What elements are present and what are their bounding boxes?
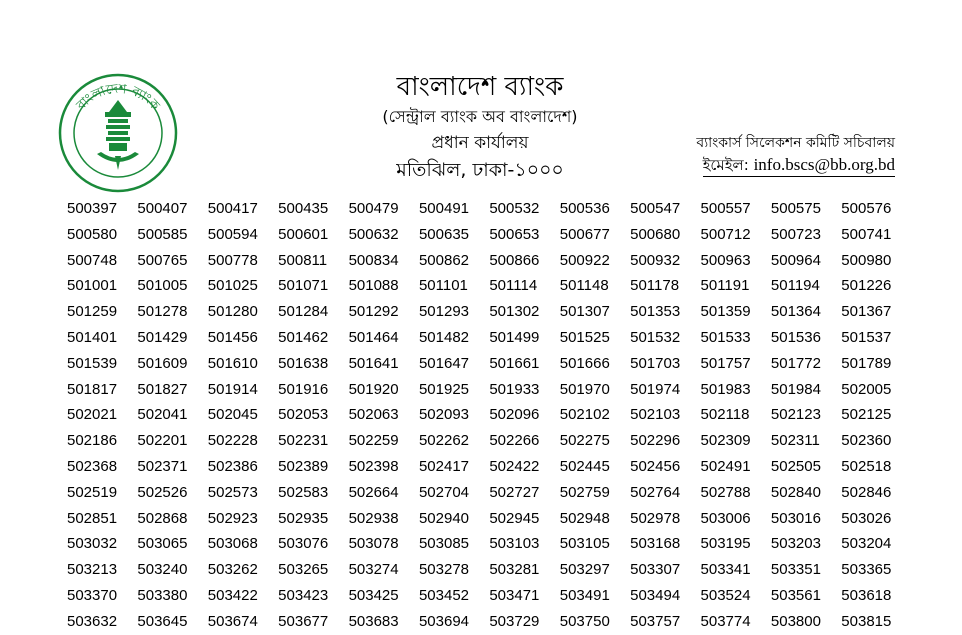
roll-number-cell: 501933 (489, 380, 540, 398)
roll-number-cell: 501429 (137, 328, 188, 346)
roll-number-cell: 500932 (630, 251, 681, 269)
roll-number-cell: 503274 (348, 561, 399, 579)
roll-number-cell: 500680 (630, 225, 681, 243)
roll-number-cell: 503618 (841, 586, 892, 604)
roll-number-cell: 502417 (418, 457, 470, 475)
roll-number-cell: 500834 (348, 251, 399, 269)
roll-number-cell: 502389 (278, 457, 329, 475)
roll-number-cell: 501178 (630, 277, 680, 295)
roll-number-cell: 503774 (700, 612, 751, 630)
roll-number-cell: 501703 (630, 354, 681, 372)
roll-number-cell: 501364 (770, 303, 821, 321)
committee-block (696, 132, 895, 177)
roll-number-cell: 502360 (841, 432, 892, 450)
roll-number-cell: 501983 (700, 380, 751, 398)
roll-number-cell: 501456 (207, 328, 258, 346)
roll-number-cell: 500575 (770, 200, 821, 217)
roll-number-cell: 501925 (418, 380, 470, 398)
roll-number-cell: 502259 (348, 432, 399, 450)
roll-number-cell: 501537 (841, 328, 892, 346)
roll-number-cell: 501353 (630, 303, 681, 321)
roll-number-cell: 500594 (207, 225, 258, 243)
roll-number-cell: 503645 (137, 612, 188, 630)
roll-number-cell: 503065 (137, 535, 188, 553)
roll-number-cell: 501641 (348, 354, 399, 372)
roll-number-cell: 503757 (630, 612, 681, 630)
roll-number-cell: 501464 (348, 328, 399, 346)
roll-number-cell: 501284 (278, 303, 329, 321)
roll-number-cell: 501539 (67, 354, 118, 372)
roll-number-cell: 502368 (67, 457, 118, 475)
roll-number-cell: 501789 (841, 354, 892, 372)
roll-number-cell: 502309 (700, 432, 751, 450)
roll-number-cell: 501293 (418, 303, 470, 321)
roll-number-cell: 502940 (418, 509, 470, 527)
roll-number-cell: 503195 (700, 535, 751, 553)
roll-number-cell: 500862 (418, 251, 470, 269)
roll-number-cell: 500580 (67, 225, 118, 243)
roll-number-cell: 503105 (559, 535, 610, 553)
roll-number-cell: 502041 (137, 406, 188, 424)
roll-number-cell: 501194 (770, 277, 820, 295)
roll-number-cell: 501772 (770, 354, 821, 372)
roll-number-cell: 501359 (700, 303, 751, 321)
roll-number-cell: 503281 (489, 561, 540, 579)
roll-number-cell: 502518 (841, 457, 892, 475)
roll-number-cell: 500536 (559, 200, 610, 217)
roll-number-cell: 502228 (207, 432, 258, 450)
roll-number-cell: 503076 (278, 535, 329, 553)
roll-number-cell: 502093 (418, 406, 470, 424)
roll-number-cell: 501191 (700, 277, 750, 295)
roll-number-cell: 503365 (841, 561, 892, 579)
roll-number-cell: 501916 (278, 380, 329, 398)
roll-number-cell: 500778 (207, 251, 258, 269)
roll-number-cell: 501533 (700, 328, 751, 346)
roll-number-cell: 503307 (630, 561, 681, 579)
roll-number-cell: 503524 (700, 586, 751, 604)
roll-number-cell: 502103 (630, 406, 681, 424)
roll-number-cell: 503085 (418, 535, 470, 553)
roll-number-cell: 503471 (489, 586, 540, 604)
roll-number-cell: 503800 (770, 612, 821, 630)
roll-number-cell: 503213 (67, 561, 118, 579)
roll-number-cell: 501482 (418, 328, 470, 346)
roll-number-cell: 500963 (700, 251, 751, 269)
roll-number-cell: 502938 (348, 509, 399, 527)
roll-number-cell: 502505 (770, 457, 821, 475)
roll-number-cell: 501536 (770, 328, 821, 346)
roll-number-cell: 503265 (278, 561, 329, 579)
roll-number-cell: 501307 (559, 303, 610, 321)
roll-number-cell: 503729 (489, 612, 540, 630)
roll-number-cell: 502386 (207, 457, 258, 475)
roll-number-cell: 503491 (559, 586, 610, 604)
roll-number-cell: 500765 (137, 251, 188, 269)
roll-number-cell: 503425 (348, 586, 399, 604)
roll-number-cell: 502923 (207, 509, 258, 527)
roll-number-cell: 500407 (137, 200, 188, 217)
roll-number-cell: 503341 (700, 561, 751, 579)
roll-number-cell: 502371 (137, 457, 188, 475)
letterhead (300, 70, 660, 184)
roll-number-cell: 502727 (489, 483, 540, 501)
roll-number-cell: 501827 (137, 380, 188, 398)
roll-number-cell: 503561 (770, 586, 821, 604)
roll-number-cell: 501025 (207, 277, 258, 295)
roll-number-cell: 501532 (630, 328, 681, 346)
roll-number-cell: 503423 (278, 586, 329, 604)
roll-number-cell: 503632 (67, 612, 118, 630)
roll-number-cell: 503750 (559, 612, 610, 630)
roll-number-cell: 502102 (559, 406, 610, 424)
roll-number-cell: 500723 (770, 225, 821, 243)
roll-number-cell: 501817 (67, 380, 118, 398)
roll-number-cell: 501984 (770, 380, 821, 398)
roll-number-cell: 502021 (67, 406, 118, 424)
roll-number-cell: 502063 (348, 406, 399, 424)
email-label: ইমেইল: (702, 156, 749, 174)
roll-number-cell: 502664 (348, 483, 399, 501)
roll-number-cell: 503168 (630, 535, 681, 553)
roll-number-cell: 500417 (207, 200, 258, 217)
roll-number-cell: 502266 (489, 432, 540, 450)
roll-number-cell: 503674 (207, 612, 258, 630)
roll-number-cell: 501462 (278, 328, 329, 346)
roll-number-cell: 503032 (67, 535, 118, 553)
roll-number-cell: 500491 (418, 200, 470, 217)
roll-number-cell: 500741 (841, 225, 892, 243)
roll-number-cell: 501071 (278, 277, 329, 295)
roll-number-cell: 500653 (489, 225, 540, 243)
roll-number-cell: 503452 (418, 586, 470, 604)
roll-number-cell: 503683 (348, 612, 399, 630)
roll-number-cell: 502118 (700, 406, 750, 424)
roll-number-cell: 501974 (630, 380, 681, 398)
roll-number-cell: 502788 (700, 483, 751, 501)
roll-number-cell: 503103 (489, 535, 540, 553)
roll-number-cell: 503068 (207, 535, 258, 553)
roll-number-cell: 502851 (67, 509, 118, 527)
roll-number-cell: 501609 (137, 354, 188, 372)
roll-number-cell: 501757 (700, 354, 751, 372)
office-address: মতিঝিল, ঢাকা-১০০০ (396, 159, 564, 181)
roll-number-cell: 501280 (207, 303, 258, 321)
roll-number-cell: 502978 (630, 509, 681, 527)
roll-number-cell: 502583 (278, 483, 329, 501)
roll-number-cell: 500922 (559, 251, 610, 269)
roll-number-cell: 500677 (559, 225, 610, 243)
roll-number-cell: 500547 (630, 200, 681, 217)
roll-number-cell: 502053 (278, 406, 329, 424)
roll-number-cell: 500557 (700, 200, 751, 217)
roll-number-cell: 500866 (489, 251, 540, 269)
roll-number-cell: 501259 (67, 303, 118, 321)
roll-number-cell: 501088 (348, 277, 399, 295)
roll-number-cell: 502045 (207, 406, 258, 424)
bank-subtitle: (সেন্ট্রাল ব্যাংক অব বাংলাদেশ) (382, 107, 578, 126)
roll-number-cell: 501401 (67, 328, 118, 346)
roll-number-cell: 502398 (348, 457, 399, 475)
roll-number-cell: 500479 (348, 200, 399, 217)
roll-number-cell: 503006 (700, 509, 751, 527)
roll-number-cell: 501638 (278, 354, 329, 372)
roll-number-cell: 501525 (559, 328, 610, 346)
roll-number-cell: 503078 (348, 535, 399, 553)
roll-number-cell: 501278 (137, 303, 188, 321)
roll-number-cell: 501920 (348, 380, 399, 398)
roll-number-cell: 502759 (559, 483, 610, 501)
roll-number-cell: 502005 (841, 380, 892, 398)
roll-number-cell: 500601 (278, 225, 329, 243)
roll-number-cell: 501647 (418, 354, 470, 372)
office-name: প্রধান কার্যালয় (431, 133, 529, 153)
roll-number-cell: 502948 (559, 509, 610, 527)
roll-number-cell: 501914 (207, 380, 258, 398)
roll-number-cell: 502519 (67, 483, 118, 501)
roll-number-cell: 500532 (489, 200, 540, 217)
roll-number-cell: 502262 (418, 432, 470, 450)
roll-number-cell: 500748 (67, 251, 118, 269)
roll-number-cell: 501114 (489, 277, 538, 295)
bangladesh-bank-logo (57, 72, 179, 194)
roll-number-cell: 503278 (418, 561, 470, 579)
roll-number-cell: 503240 (137, 561, 188, 579)
roll-number-cell: 501302 (489, 303, 540, 321)
roll-number-cell: 501001 (67, 277, 118, 295)
roll-number-cell: 503380 (137, 586, 188, 604)
roll-number-cell: 503422 (207, 586, 258, 604)
roll-number-cell: 501499 (489, 328, 540, 346)
roll-number-cell: 501367 (841, 303, 892, 321)
roll-number-cell: 501661 (489, 354, 540, 372)
roll-number-cell: 502311 (770, 432, 820, 450)
roll-number-cell: 501101 (418, 277, 468, 295)
roll-number-cell: 502186 (67, 432, 118, 450)
roll-number-cell: 500585 (137, 225, 188, 243)
email-line (703, 154, 895, 177)
roll-number-cell: 502764 (630, 483, 681, 501)
roll-number-cell: 502846 (841, 483, 892, 501)
roll-number-cell: 502445 (559, 457, 610, 475)
roll-number-cell: 502275 (559, 432, 610, 450)
roll-number-cell: 500576 (841, 200, 892, 217)
roll-number-cell: 500980 (841, 251, 892, 269)
roll-number-cell: 502231 (278, 432, 329, 450)
roll-number-cell: 502123 (770, 406, 821, 424)
roll-number-cell: 502526 (137, 483, 188, 501)
roll-number-cell: 501666 (559, 354, 610, 372)
roll-number-cell: 502201 (137, 432, 188, 450)
roll-number-cell: 502491 (700, 457, 751, 475)
roll-number-cell: 502868 (137, 509, 188, 527)
roll-number-cell: 502125 (841, 406, 892, 424)
roll-number-cell: 502096 (489, 406, 540, 424)
roll-number-cell: 503203 (770, 535, 821, 553)
roll-number-cell: 500811 (278, 251, 328, 269)
roll-number-cell: 503204 (841, 535, 892, 553)
roll-number-grid (67, 196, 912, 635)
roll-number-cell: 502840 (770, 483, 821, 501)
roll-number-cell: 500635 (418, 225, 470, 243)
roll-number-cell: 502704 (418, 483, 470, 501)
roll-number-cell: 503677 (278, 612, 329, 630)
roll-number-cell: 501005 (137, 277, 188, 295)
roll-number-cell: 503694 (418, 612, 470, 630)
roll-number-cell: 503016 (770, 509, 821, 527)
roll-number-cell: 503262 (207, 561, 258, 579)
roll-number-cell: 503351 (770, 561, 821, 579)
logo-text: বাংলাদেশ ব্যাংক (73, 81, 163, 114)
roll-number-cell: 500435 (278, 200, 329, 217)
roll-number-cell: 501148 (559, 277, 609, 295)
roll-number-cell: 503494 (630, 586, 681, 604)
roll-number-cell: 500712 (700, 225, 751, 243)
roll-number-cell: 502296 (630, 432, 681, 450)
roll-number-cell: 503815 (841, 612, 892, 630)
roll-number-cell: 503297 (559, 561, 610, 579)
roll-number-cell: 501970 (559, 380, 610, 398)
roll-number-cell: 503026 (841, 509, 892, 527)
email-link[interactable]: info.bscs@bb.org.bd (753, 155, 895, 174)
roll-number-cell: 501226 (841, 277, 892, 295)
roll-number-cell: 501292 (348, 303, 399, 321)
roll-number-cell: 503370 (67, 586, 118, 604)
bank-title: বাংলাদেশ ব্যাংক (396, 72, 564, 102)
roll-number-cell: 500632 (348, 225, 399, 243)
roll-number-cell: 502935 (278, 509, 329, 527)
committee-name: ব্যাংকার্স সিলেকশন কমিটি সচিবালয় (696, 135, 895, 151)
roll-number-cell: 501610 (207, 354, 258, 372)
roll-number-cell: 502422 (489, 457, 540, 475)
roll-number-cell: 502945 (489, 509, 540, 527)
roll-number-cell: 502573 (207, 483, 258, 501)
roll-number-cell: 500397 (67, 200, 118, 217)
roll-number-cell: 500964 (770, 251, 821, 269)
roll-number-cell: 502456 (630, 457, 681, 475)
